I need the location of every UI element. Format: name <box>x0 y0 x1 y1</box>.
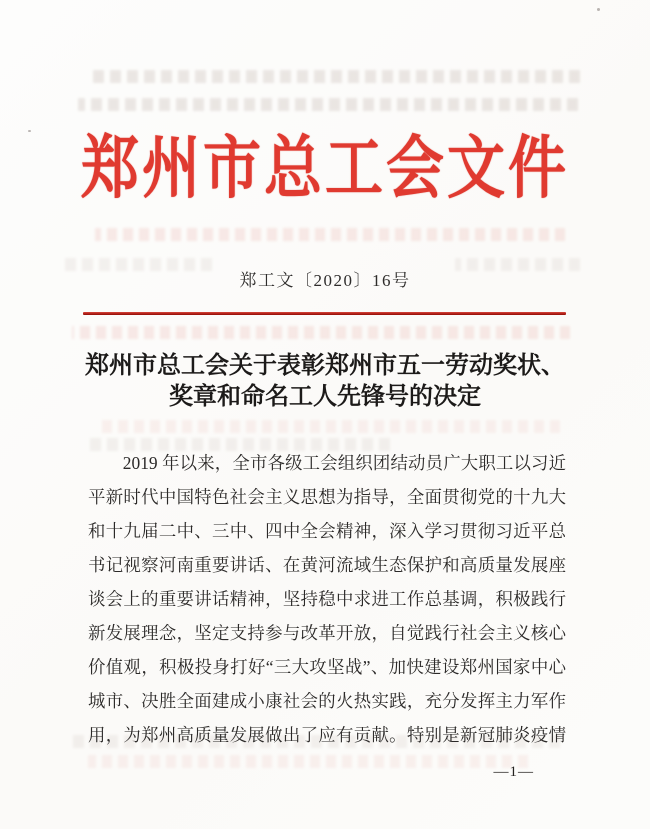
bleedthrough-artifact <box>72 326 570 339</box>
bleedthrough-artifact <box>100 420 560 433</box>
letterhead-banner-title: 郑州市总工会文件 <box>80 129 569 207</box>
body-paragraph <box>88 446 566 752</box>
bleedthrough-artifact <box>95 228 565 241</box>
scan-speck <box>597 8 600 11</box>
bleedthrough-artifact <box>88 755 528 768</box>
body-line: 用，为郑州高质量发展做出了应有贡献。特别是新冠肺炎疫情 <box>88 725 566 745</box>
document-title-line-2: 奖章和命名工人先锋号的决定 <box>169 384 481 410</box>
document-title-line-1: 郑州市总工会关于表彰郑州市五一劳动奖状、 <box>85 353 565 379</box>
bleedthrough-artifact <box>78 98 578 111</box>
body-line: 平新时代中国特色社会主义思想为指导，全面贯彻党的十九大 <box>88 487 566 507</box>
document-number: 郑工文〔2020〕16号 <box>239 271 411 290</box>
body-line: 2019 年以来，全市各级工会组织团结动员广大职工以习近 <box>122 453 566 473</box>
body-line: 新发展理念，坚定支持参与改革开放，自觉践行社会主义核心 <box>88 623 566 643</box>
document-title <box>45 351 605 413</box>
body-line: 城市、决胜全面建成小康社会的火热实践，充分发挥主力军作 <box>88 691 566 711</box>
body-line: 书记视察河南重要讲话、在黄河流域生态保护和高质量发展座 <box>88 555 566 575</box>
body-line: 和十九届二中、三中、四中全会精神，深入学习贯彻习近平总 <box>88 521 566 541</box>
body-line: 谈会上的重要讲话精神，坚持稳中求进工作总基调，积极践行 <box>88 589 566 609</box>
red-divider-line <box>83 312 566 315</box>
page-number: —1— <box>493 764 534 780</box>
bleedthrough-artifact <box>88 70 580 83</box>
body-line: 价值观，积极投身打好“三大攻坚战”、加快建设郑州国家中心 <box>88 657 566 677</box>
